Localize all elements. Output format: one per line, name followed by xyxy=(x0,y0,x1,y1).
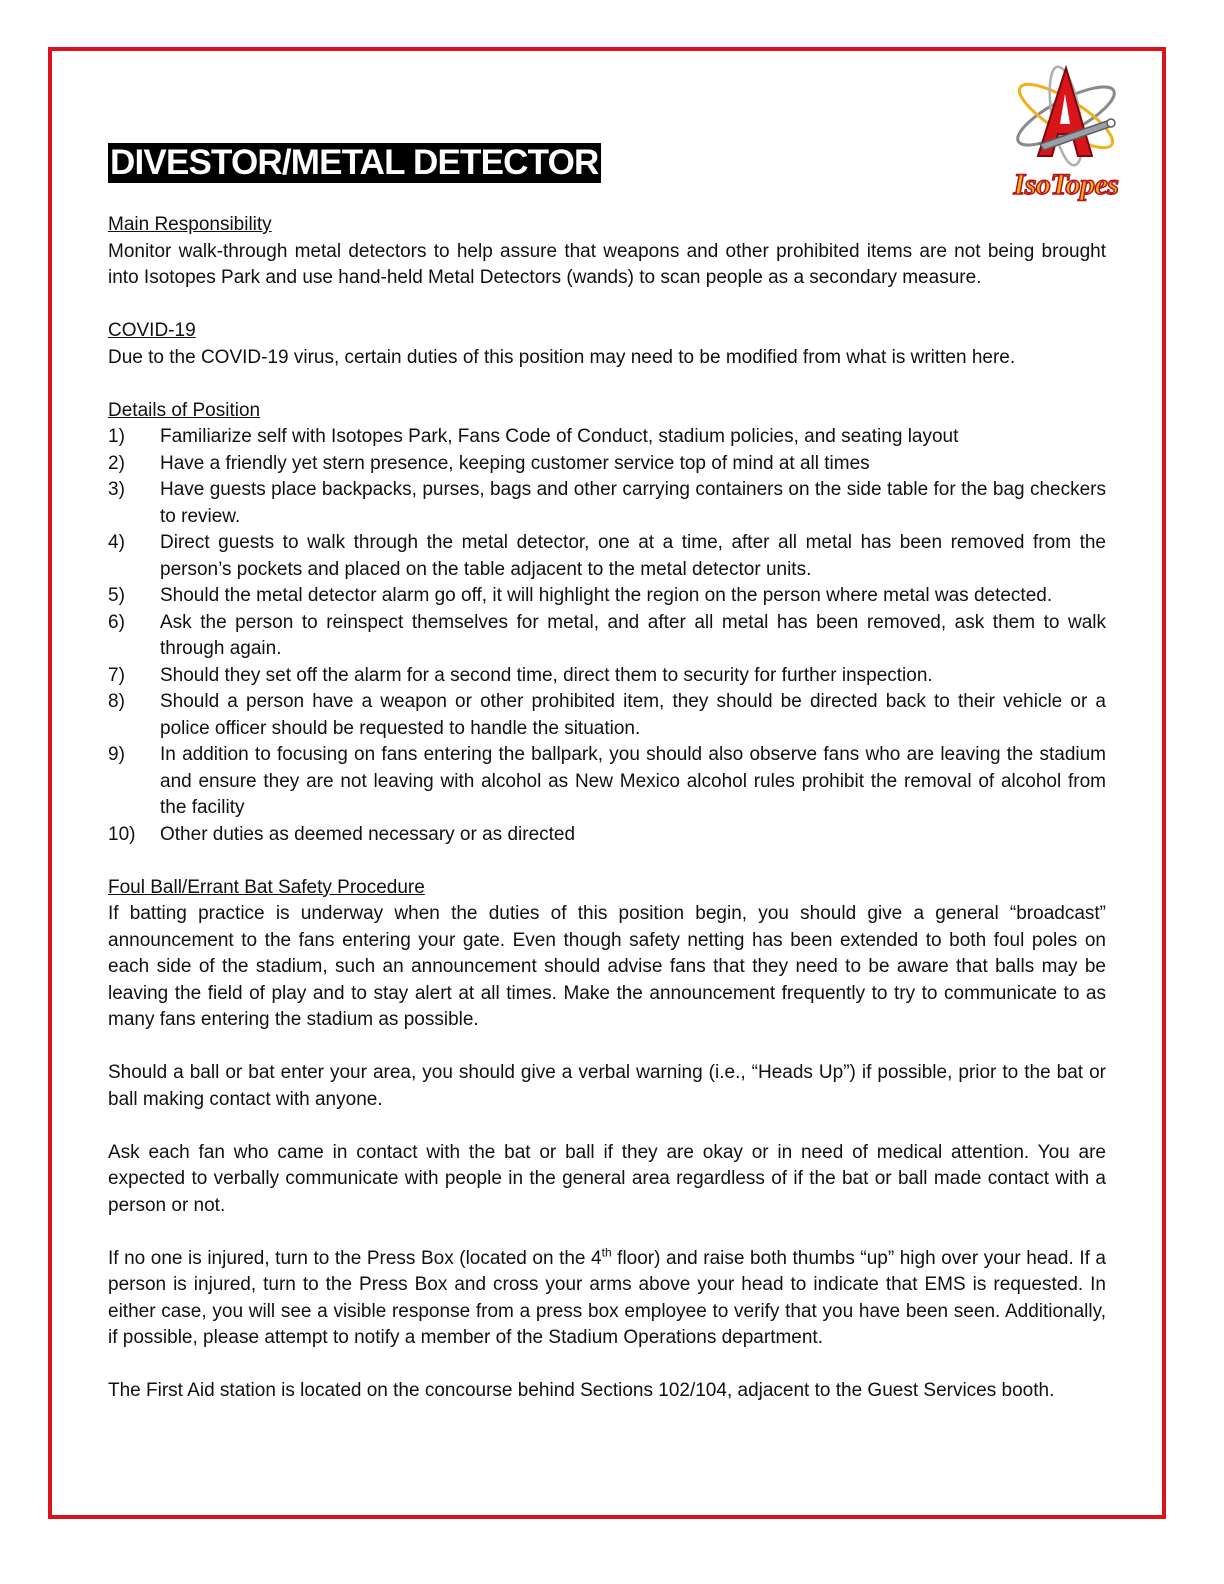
document-body xyxy=(108,143,1106,1405)
list-item xyxy=(108,742,1106,822)
list-item-number: 7) xyxy=(108,664,125,686)
list-item xyxy=(108,610,1106,663)
main-responsibility-heading: Main Responsibility xyxy=(108,214,272,235)
list-item-text: Have guests place backpacks, purses, bags and other carrying containers on the side table for the bag checkers to review. xyxy=(160,479,1106,527)
list-item-text: Should a person have a weapon or other prohibited item, they should be directed back to their vehicle or a police officer should be requested to handle the situation. xyxy=(160,691,1106,739)
list-item-number: 1) xyxy=(108,426,125,447)
list-item xyxy=(108,583,1106,610)
ordinal-superscript: th xyxy=(601,1245,612,1260)
list-item xyxy=(108,530,1106,583)
covid-heading: COVID-19 xyxy=(108,320,196,341)
covid-text: Due to the COVID-19 virus, certain duties of this position may need to be modified from what is written here. xyxy=(108,346,1016,368)
main-responsibility-text: Monitor walk-through metal detectors to help assure that weapons and other prohibited items are not being brought into Isotopes Park and use hand-held Metal Detectors (wands) to scan people as a secondary measure. xyxy=(108,240,1106,288)
list-item-number: 2) xyxy=(108,452,125,474)
list-item-text: In addition to focusing on fans entering the ballpark, you should also observe fans who are leaving the stadium and ensure they are not leaving with alcohol as New Mexico alcohol rules prohibit the removal of alcohol from the facility xyxy=(160,744,1106,818)
list-item xyxy=(108,477,1106,530)
list-item-number: 9) xyxy=(108,744,125,765)
list-item-number: 3) xyxy=(108,479,125,500)
list-item xyxy=(108,451,1106,478)
foul-ball-paragraph-4 xyxy=(108,1246,1106,1352)
paragraph-4-text-start: If no one is injured, turn to the Press Box (located on the 4 xyxy=(108,1247,602,1269)
list-item xyxy=(108,689,1106,742)
list-item-number: 6) xyxy=(108,611,125,633)
foul-ball-paragraph-2: Should a ball or bat enter your area, you should give a verbal warning (i.e., “Heads Up”) if possible, prior to the bat or ball making contact with anyone. xyxy=(108,1062,1106,1110)
first-aid-paragraph: The First Aid station is located on the concourse behind Sections 102/104, adjacent to the Guest Services booth. xyxy=(108,1380,1055,1401)
list-item-number: 5) xyxy=(108,585,125,606)
page-title: DIVESTOR/METAL DETECTOR xyxy=(110,143,599,182)
list-item-text: Should the metal detector alarm go off, it will highlight the region on the person where metal was detected. xyxy=(160,585,1053,606)
list-item-number: 8) xyxy=(108,691,125,712)
foul-ball-heading: Foul Ball/Errant Bat Safety Procedure xyxy=(108,876,425,898)
list-item-text: Ask the person to reinspect themselves for metal, and after all metal has been removed, ask them to walk through again. xyxy=(160,611,1106,659)
list-item-number: 10) xyxy=(108,823,136,845)
list-item-text: Should they set off the alarm for a second time, direct them to security for further inspection. xyxy=(160,664,933,686)
list-item-text: Have a friendly yet stern presence, keeping customer service top of mind at all times xyxy=(160,452,870,474)
list-item-number: 4) xyxy=(108,532,125,553)
list-item-text: Direct guests to walk through the metal detector, one at a time, after all metal has been removed from the person’s pockets and placed on the table adjacent to the metal detector units. xyxy=(160,532,1106,580)
paragraph-4-text-end: floor) and raise both thumbs “up” high over your head. If a person is injured, turn to the Press Box and cross your arms above your head to indicate that EMS is requested. In either case, you will see a visible response from a press box employee to verify that you have been seen. Additionally, if possible, please attempt to notify a member of the Stadium Operations department. xyxy=(108,1247,1106,1348)
foul-ball-paragraph-3: Ask each fan who came in contact with the bat or ball if they are okay or in need of medical attention. You are expected to verbally communicate with people in the general area regardless of if the bat or ball made contact with a person or not. xyxy=(108,1141,1106,1216)
list-item-text: Familiarize self with Isotopes Park, Fans Code of Conduct, stadium policies, and seating layout xyxy=(160,426,959,447)
list-item xyxy=(108,822,1106,849)
list-item-text: Other duties as deemed necessary or as directed xyxy=(160,823,576,845)
duties-list xyxy=(108,424,1106,848)
foul-ball-paragraph-1: If batting practice is underway when the duties of this position begin, you should give a general “broadcast” announcement to the fans entering your gate. Even though safety netting has been extended to both foul poles on each side of the stadium, such an announcement should advise fans that they need to be aware that balls may be leaving the field of play and to stay alert at all times. Make the announcement frequently to try to communicate to as many fans entering the stadium as possible. xyxy=(108,903,1106,1030)
isotopes-logo-text: IsoTopes xyxy=(1013,168,1119,201)
list-item xyxy=(108,424,1106,451)
list-item xyxy=(108,663,1106,690)
details-heading: Details of Position xyxy=(108,399,261,421)
